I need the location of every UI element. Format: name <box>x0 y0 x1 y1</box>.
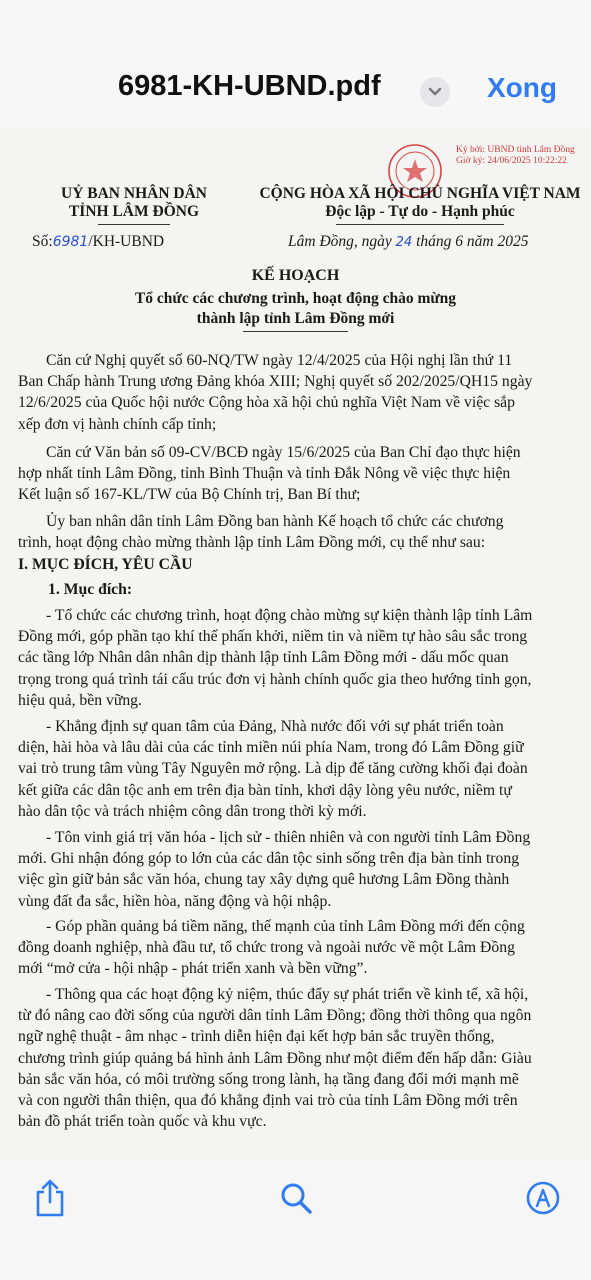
date-prefix: Lâm Đồng, ngày <box>288 233 396 250</box>
done-button[interactable]: Xong <box>487 72 557 103</box>
text-line: - Khẳng định sự quan tâm của Đảng, Nhà nước đối với sự phát triển toàn <box>46 718 504 735</box>
markup-icon <box>525 1180 561 1216</box>
text-line: hợp nhất tỉnh Lâm Đồng, tỉnh Bình Thuận và tỉnh Đắk Nông về việc thực hiện <box>18 465 511 483</box>
agency-underline <box>98 224 170 225</box>
text-line: Đồng mới, góp phần tạo khí thế phấn khởi, niềm tin và niềm tự hào sâu sắc trong <box>18 628 528 646</box>
text-line: Căn cứ Văn bản số 09-CV/BCĐ ngày 15/6/2025 của Ban Chỉ đạo thực hiện <box>46 444 521 461</box>
text-line: chương trình giúp quảng bá hình ảnh Lâm Đồng như một điểm đến hấp dẫn: Giàu <box>18 1049 532 1067</box>
title-menu-button[interactable] <box>420 77 450 107</box>
section-heading: I. MỤC ĐÍCH, YÊU CẦU <box>18 556 193 573</box>
text-line: Ủy ban nhân dân tỉnh Lâm Đồng ban hành Kế hoạch tổ chức các chương <box>46 513 504 530</box>
motto-underline <box>336 224 504 225</box>
text-line: diện, hài hòa và lâu dài của các tỉnh miền núi phía Nam, trong đó Lâm Đồng giữ <box>18 739 524 757</box>
text-line: xếp đơn vị hành chính cấp tỉnh; <box>18 415 217 433</box>
markup-button[interactable] <box>521 1176 565 1220</box>
text-line: bản sắc văn hóa, có môi trường sống trong lành, hạ tầng đang đổi mới mạnh mẽ <box>18 1070 519 1088</box>
text-line: Kết luận số 167-KL/TW của Bộ Chính trị, Ban Bí thư; <box>18 486 361 504</box>
chevron-down-icon <box>428 87 442 97</box>
bullet-purpose-5 <box>18 984 580 1132</box>
bullet-purpose-4 <box>18 916 580 980</box>
text-line: Ban Chấp hành Trung ương Đảng khóa XIII; Nghị quyết số 202/2025/QH15 ngày <box>18 373 533 391</box>
text-line: trọng trong quá trình tái cấu trúc đơn vị hành chính quốc gia theo hướng tinh gọn, <box>18 670 532 688</box>
bullet-purpose-1 <box>18 605 580 711</box>
document-number-prefix: Số: <box>32 233 53 250</box>
plan-subtitle-line1: Tổ chức các chương trình, hoạt động chào mừng <box>134 290 457 307</box>
subsection-heading: 1. Mục đích: <box>48 581 133 598</box>
text-line: mới “mở cửa - hội nhập - phát triển xanh và bền vững”. <box>18 960 368 978</box>
text-line: trình, hoạt động chào mừng thành lập tỉnh Lâm Đồng mới, cụ thể như sau: <box>18 534 486 552</box>
signature-time: Giờ ký: 24/06/2025 10:22:22 <box>456 156 567 166</box>
national-title: CỘNG HÒA XÃ HỘI CHỦ NGHĨA VIỆT NAM <box>259 185 581 202</box>
text-line: từ đó nâng cao đời sống của người dân tỉnh Lâm Đồng; đồng thời thông qua ngôn <box>18 1007 532 1025</box>
paragraph-legal-basis-2 <box>18 442 580 506</box>
text-line: ngữ nghệ thuật - âm nhạc - trình diễn hiện đại kết hợp bản sắc truyền thống, <box>18 1028 495 1046</box>
text-line: mới. Ghi nhận đóng góp to lớn của các dân tộc sinh sống trên địa bàn tỉnh trong <box>18 850 520 868</box>
plan-title: KẾ HOẠCH <box>251 267 340 284</box>
paragraph-legal-basis-1 <box>18 350 580 435</box>
text-line: vùng đất đa sắc, hiền hòa, năng động và hội nhập. <box>18 892 332 910</box>
document-date <box>288 233 528 251</box>
text-line: - Thông qua các hoạt động kỷ niệm, thúc đẩy sự phát triển về kinh tế, xã hội, <box>46 986 529 1003</box>
text-line: đồng doanh nghiệp, nhà đầu tư, tổ chức trong và ngoài nước về một Lâm Đồng <box>18 939 515 957</box>
text-line: - Tổ chức các chương trình, hoạt động chào mừng sự kiện thành lập tỉnh Lâm <box>46 607 533 624</box>
agency-name-line1: UỶ BAN NHÂN DÂN <box>61 185 207 202</box>
top-toolbar <box>0 0 591 128</box>
document-number-suffix: /KH-UBND <box>88 233 165 250</box>
file-name-title[interactable]: 6981-KH-UBND.pdf <box>118 70 381 102</box>
document-number <box>32 233 164 251</box>
document-number-handwritten: 6981 <box>52 234 89 250</box>
signature-signer: Ký bởi: UBND tỉnh Lâm Đồng <box>456 145 575 155</box>
text-line: hiệu quả, bền vững. <box>18 691 142 709</box>
text-line: 12/6/2025 của Quốc hội nước Cộng hòa xã hội chủ nghĩa Việt Nam về việc sắp <box>18 394 515 412</box>
agency-name-line2: TỈNH LÂM ĐỒNG <box>68 203 200 220</box>
plan-subtitle-line2: thành lập tỉnh Lâm Đồng mới <box>196 310 395 327</box>
bullet-purpose-3 <box>18 827 580 912</box>
text-line: các tầng lớp Nhân dân nhân dịp thành lập tỉnh Lâm Đồng mới - dấu mốc quan <box>18 649 509 667</box>
text-line: hào dân tộc và trách nhiệm công dân trong thời kỳ mới. <box>18 802 367 820</box>
national-motto: Độc lập - Tự do - Hạnh phúc <box>325 203 515 220</box>
text-line: việc gìn giữ bản sắc văn hóa, chung tay xây dựng quê hương Lâm Đồng thành <box>18 871 510 889</box>
search-icon <box>278 1180 314 1216</box>
text-line: vai trò trung tâm vùng Tây Nguyên mở rộng. Là dịp để tăng cường khối đại đoàn <box>18 760 528 778</box>
date-suffix: tháng 6 năm 2025 <box>412 233 529 250</box>
text-line: bản đồ phát triển toàn quốc và khu vực. <box>18 1113 267 1131</box>
search-button[interactable] <box>274 1176 318 1220</box>
date-handwritten-day: 24 <box>395 235 413 250</box>
text-line: - Góp phần quảng bá tiềm năng, thế mạnh của tỉnh Lâm Đồng mới đến cộng <box>46 918 525 935</box>
share-button[interactable] <box>28 1176 72 1220</box>
subtitle-underline <box>243 331 348 332</box>
text-line: Căn cứ Nghị quyết số 60-NQ/TW ngày 12/4/2025 của Hội nghị lần thứ 11 <box>46 352 513 369</box>
text-line: kết giữa các dân tộc anh em trên địa bàn tỉnh, khơi dậy lòng yêu nước, niềm tự <box>18 781 512 799</box>
share-icon <box>32 1178 68 1218</box>
text-line: và con người thân thiện, qua đó khẳng định vai trò của tỉnh Lâm Đồng mới trên <box>18 1092 518 1110</box>
bullet-purpose-2 <box>18 716 580 822</box>
paragraph-intro <box>18 511 580 553</box>
text-line: - Tôn vinh giá trị văn hóa - lịch sử - thiên nhiên và con người tỉnh Lâm Đồng <box>46 829 531 846</box>
digital-signature <box>456 145 575 167</box>
